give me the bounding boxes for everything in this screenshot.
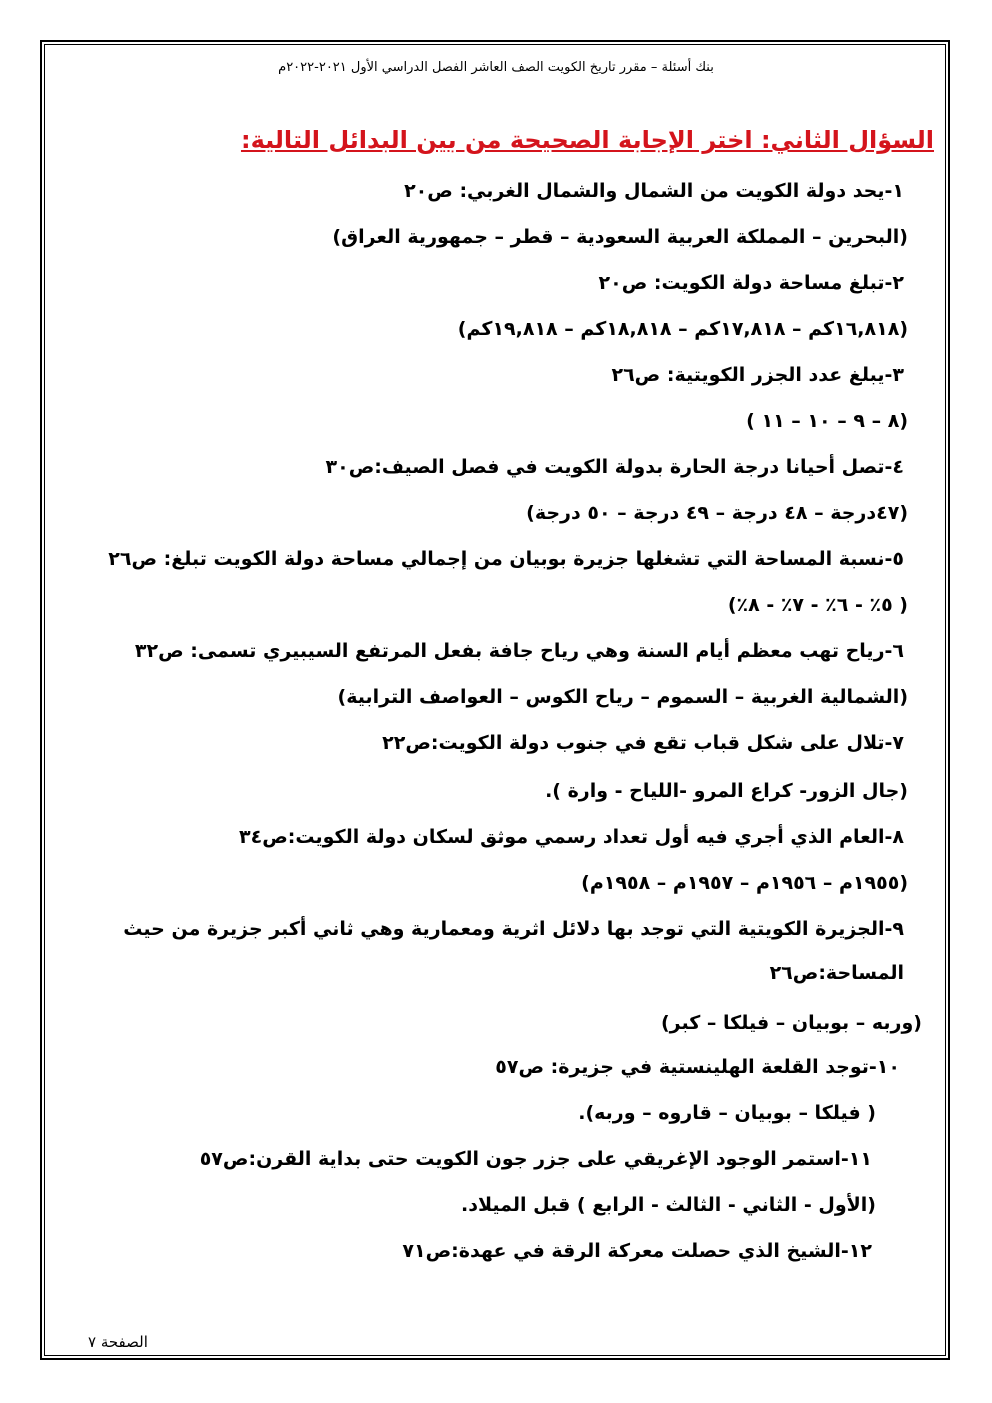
answer-options-6: (الشمالية الغربية – السموم – رياح الكوس – العواصف الترابية) — [337, 686, 908, 708]
question-9: ٩-الجزيرة الكويتية التي توجد بها دلائل اثرية ومعمارية وهي ثاني أكبر جزيرة من حيث — [123, 918, 904, 940]
question-2: ٢-تبلغ مساحة دولة الكويت: ص٢٠ — [598, 272, 904, 294]
answer-options-10: ( فيلكا – بوبيان – قاروه – وربه). — [578, 1102, 876, 1124]
question-1: ١-يحد دولة الكويت من الشمال والشمال الغربي: ص٢٠ — [404, 180, 904, 202]
answer-options-4: (٤٧درجة – ٤٨ درجة – ٤٩ درجة – ٥٠ درجة) — [526, 502, 908, 524]
question-10: ١٠-توجد القلعة الهلينستية في جزيرة: ص٥٧ — [495, 1056, 900, 1078]
question-12: ١٢-الشيخ الذي حصلت معركة الرقة في عهدة:ص٧١ — [402, 1240, 872, 1262]
answer-options-11: (الأول - الثاني - الثالث - الرابع ) قبل الميلاد. — [461, 1194, 876, 1216]
answer-options-3: (٨ – ٩ – ١٠ – ١١ ) — [746, 410, 908, 432]
question-8: ٨-العام الذي أجري فيه أول تعداد رسمي موثق لسكان دولة الكويت:ص٣٤ — [239, 826, 904, 848]
answer-options-5: ( ٥٪ - ٦٪ - ٧٪ - ٨٪) — [727, 594, 908, 616]
answer-options-2: (١٦,٨١٨كم – ١٧,٨١٨كم – ١٨,٨١٨كم – ١٩,٨١٨كم) — [457, 318, 908, 340]
question-5: ٥-نسبة المساحة التي تشغلها جزيرة بوبيان من إجمالي مساحة دولة الكويت تبلغ: ص٢٦ — [108, 548, 904, 570]
question-3: ٣-يبلغ عدد الجزر الكويتية: ص٢٦ — [611, 364, 904, 386]
page-header: بنك أسئلة – مقرر تاريخ الكويت الصف العاشر الفصل الدراسي الأول ٢٠٢١-٢٠٢٢م — [278, 60, 714, 75]
question-9-continued: المساحة:ص٢٦ — [769, 962, 904, 984]
question-title: السؤال الثاني: اختر الإجابة الصحيحة من بين البدائل التالية: — [240, 126, 934, 154]
question-4: ٤-تصل أحيانا درجة الحارة بدولة الكويت في فصل الصيف:ص٣٠ — [325, 456, 904, 478]
question-11: ١١-استمر الوجود الإغريقي على جزر جون الكويت حتى بداية القرن:ص٥٧ — [199, 1148, 872, 1170]
answer-options-7: (جال الزور- كراع المرو -اللياح - وارة ). — [545, 780, 908, 802]
question-7: ٧-تلال على شكل قباب تقع في جنوب دولة الكويت:ص٢٢ — [382, 732, 904, 754]
answer-options-9: (وربه – بوبيان – فيلكا – كبر) — [660, 1012, 922, 1034]
page-number: الصفحة ٧ — [88, 1333, 148, 1351]
question-6: ٦-رياح تهب معظم أيام السنة وهي رياح جافة بفعل المرتفع السيبيري تسمى: ص٣٢ — [134, 640, 904, 662]
answer-options-8: (١٩٥٥م – ١٩٥٦م – ١٩٥٧م – ١٩٥٨م) — [581, 872, 908, 894]
answer-options-1: (البحرين – المملكة العربية السعودية – قطر – جمهورية العراق) — [332, 226, 908, 248]
